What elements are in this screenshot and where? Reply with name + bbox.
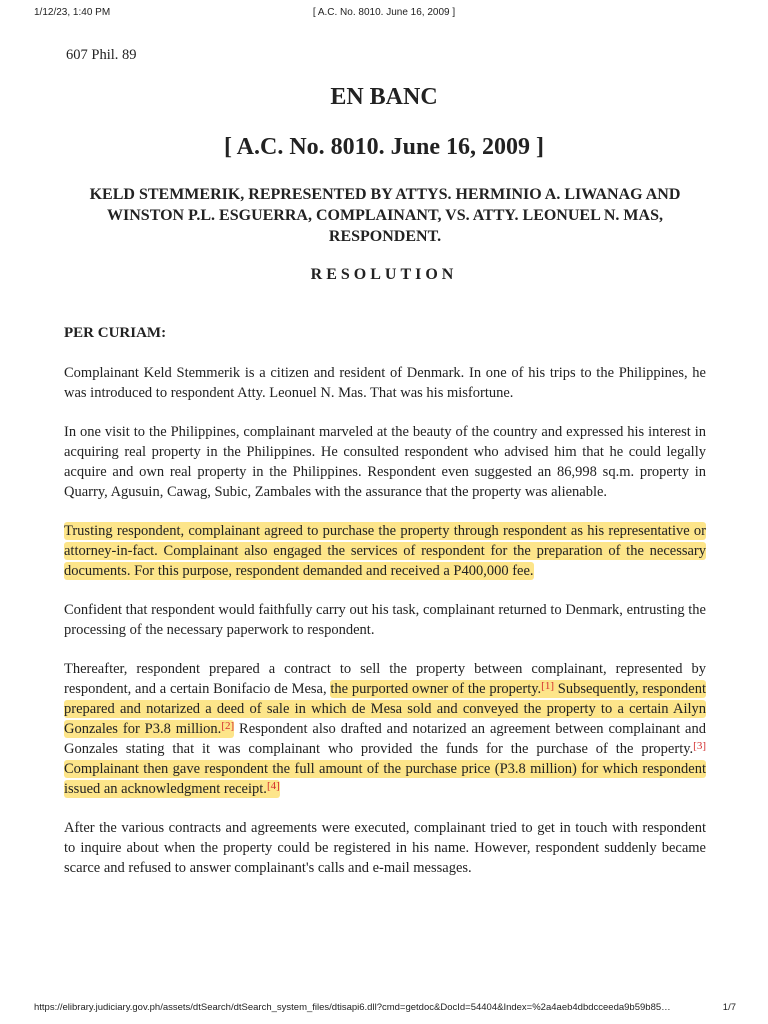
page-number: 1/7 — [722, 1002, 736, 1013]
resolution-heading: RESOLUTION — [310, 266, 458, 283]
per-curiam-heading: PER CURIAM: — [64, 325, 167, 341]
text-segment: Thereafter, respondent prepared a contract to sell the property between complainant, represented by respondent, and a certain Bonifacio de Mesa, — [64, 661, 706, 697]
paragraph-5 — [64, 659, 706, 799]
highlight — [64, 760, 706, 798]
text-segment: Subsequently, respondent prepared and notarized a deed of sale in which de Mesa sold and conveyed the property to a certain Ailyn Gonzales for P3.8 million. — [64, 681, 706, 737]
text-segment: the purported owner of the property. — [330, 681, 542, 697]
case-title: [ A.C. No. 8010. June 16, 2009 ] — [223, 134, 544, 160]
footnote-link-2[interactable]: [2] — [221, 720, 235, 732]
print-datetime: 1/12/23, 1:40 PM — [34, 7, 111, 18]
division-heading: EN BANC — [330, 84, 438, 110]
text-segment: Complainant then gave respondent the full amount of the purchase price (P3.8 million) for which respondent issued an acknowledgment receipt. — [64, 761, 706, 797]
paragraph-2: In one visit to the Philippines, complainant marveled at the beauty of the country and expressed his interest in acquiring real property in the Philippines. He consulted respondent who advised him that he could legally acquire and own real property in the Philippines. Respondent even suggested an 86,998 sq.m. property in Quarry, Agusuin, Cawag, Subic, Zambales with the assurance that the property was alienable. — [64, 424, 706, 500]
footnote-link-4[interactable]: [4] — [266, 780, 280, 792]
citation: 607 Phil. 89 — [66, 47, 137, 63]
source-url: https://elibrary.judiciary.gov.ph/assets/dtSearch/dtSearch_system_files/dtisapi6.dll?cmd=getdoc&DocId=54404&Index=%2a4aeb4dbdcceeda9b59b85… — [34, 1002, 671, 1013]
document-body — [64, 363, 706, 897]
paragraph-1: Complainant Keld Stemmerik is a citizen and resident of Denmark. In one of his trips to the Philippines, he was introduced to respondent Atty. Leonuel N. Mas. That was his misfortune. — [64, 365, 706, 401]
text-segment: Respondent also drafted and notarized an agreement between complainant and Gonzales stating that it was complainant who provided the funds for the purchase of the property. — [64, 721, 706, 757]
paragraph-3 — [64, 521, 706, 581]
print-title: [ A.C. No. 8010. June 16, 2009 ] — [312, 7, 456, 18]
paragraph-6: After the various contracts and agreements were executed, complainant tried to get in touch with respondent to inquire about when the property could be registered in his name. However, respondent suddenly became scarce and refused to answer complainant's calls and e-mail messages. — [64, 820, 706, 876]
footnote-link-1[interactable]: [1] — [541, 680, 554, 692]
parties-heading: KELD STEMMERIK, REPRESENTED BY ATTYS. HERMINIO A. LIWANAG AND WINSTON P.L. ESGUERRA, COMPLAINANT, VS. ATTY. LEONUEL N. MAS, RESPONDENT. — [89, 186, 681, 245]
paragraph-4: Confident that respondent would faithfully carry out his task, complainant returned to Denmark, entrusting the processing of the necessary paperwork to respondent. — [64, 602, 706, 638]
footnote-link-3[interactable]: [3] — [693, 740, 706, 752]
highlight: Trusting respondent, complainant agreed to purchase the property through respondent as his representative or attorney-in-fact. Complainant also engaged the services of respondent for the preparation of the necessary documents. For this purpose, respondent demanded and received a P400,000 fee. — [64, 523, 706, 579]
